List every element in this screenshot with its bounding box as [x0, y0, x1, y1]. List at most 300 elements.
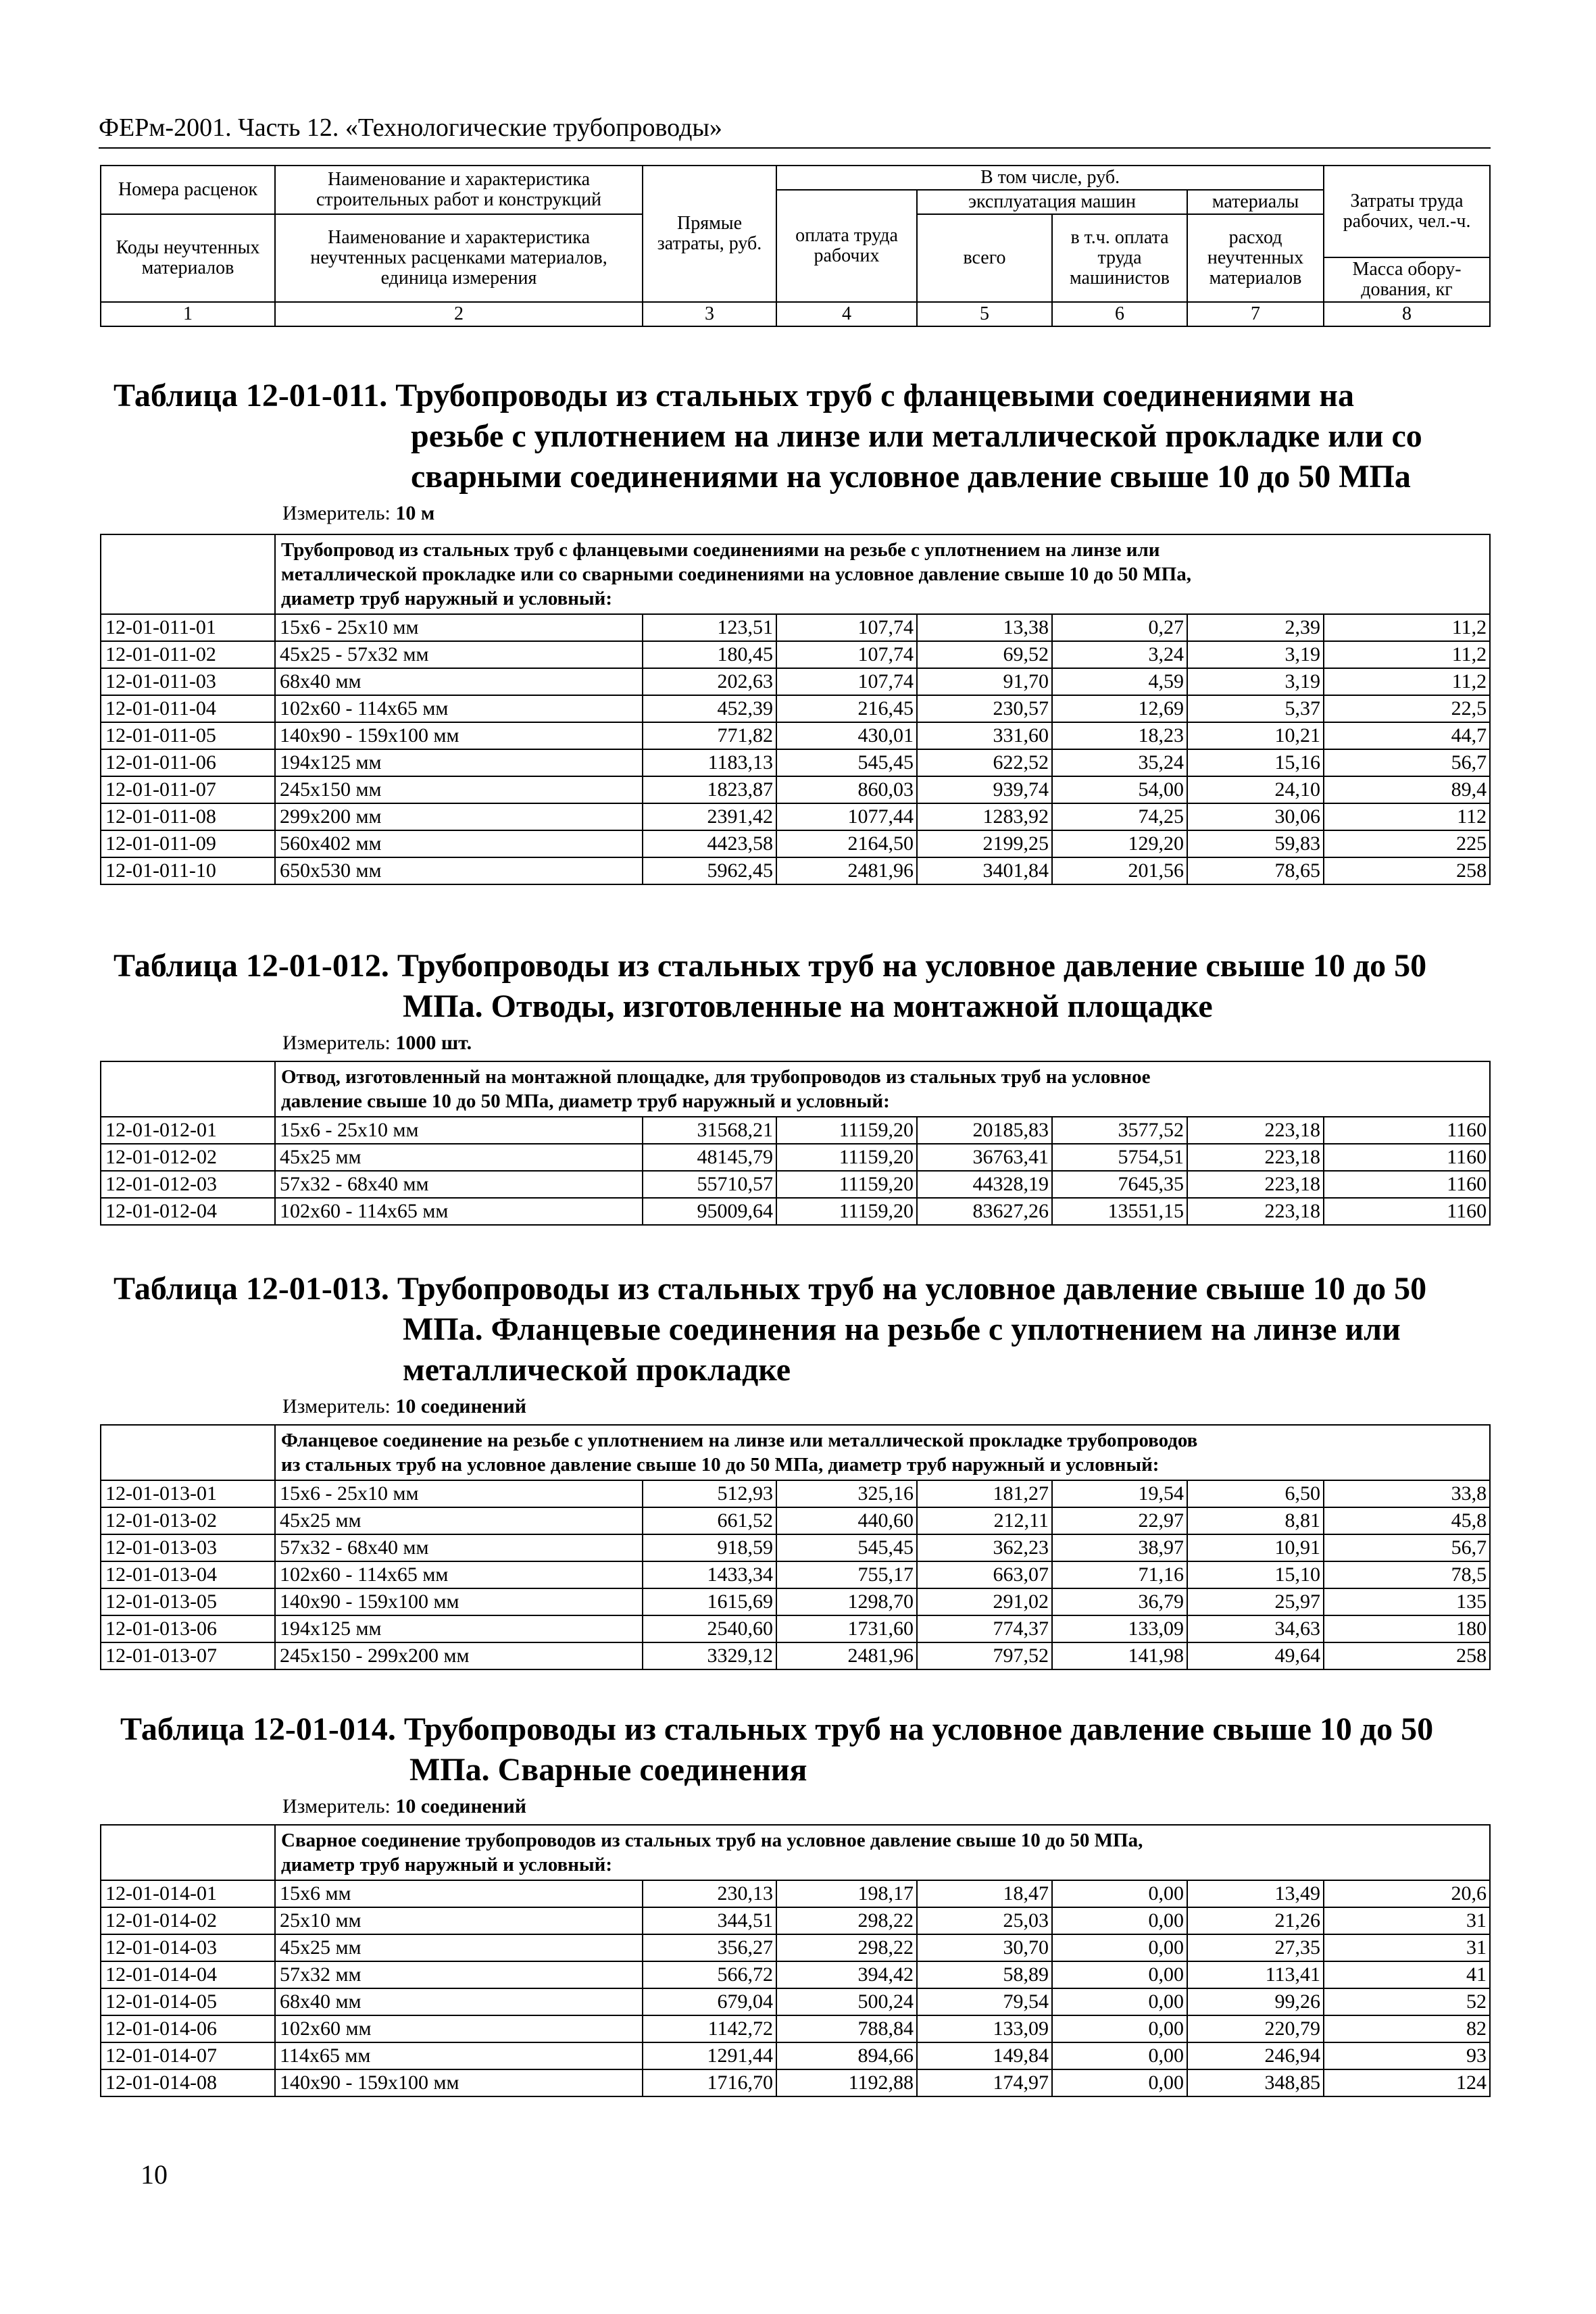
value-cell: 33,8	[1324, 1480, 1490, 1507]
table-number: Таблица 12-01-011.	[114, 378, 388, 413]
value-cell: 45,8	[1324, 1507, 1490, 1534]
value-cell: 5962,45	[643, 857, 776, 884]
table-row	[101, 1961, 1490, 1988]
value-cell: 4,59	[1052, 668, 1187, 695]
header-equipment-mass: Масса обору-дования, кг	[1324, 257, 1490, 302]
value-cell: 8,81	[1187, 1507, 1324, 1534]
rate-code: 12-01-011-07	[101, 776, 275, 803]
value-cell: 79,54	[917, 1988, 1052, 2015]
value-cell: 198,17	[776, 1880, 917, 1907]
value-cell: 180,45	[643, 641, 776, 668]
value-cell: 545,45	[776, 749, 917, 776]
value-cell: 24,10	[1187, 776, 1324, 803]
value-cell: 774,37	[917, 1615, 1052, 1642]
measure-label: Измеритель:	[282, 502, 391, 524]
pipe-size: 45х25 мм	[275, 1934, 643, 1961]
value-cell: 2481,96	[776, 1642, 917, 1669]
value-cell: 291,02	[917, 1588, 1052, 1615]
rate-code: 12-01-012-03	[101, 1171, 275, 1198]
pipe-size: 15х6 мм	[275, 1880, 643, 1907]
value-cell: 2,39	[1187, 614, 1324, 641]
pipe-size: 68х40 мм	[275, 668, 643, 695]
value-cell: 220,79	[1187, 2015, 1324, 2042]
section-description	[275, 1425, 1490, 1480]
table-row	[101, 1480, 1490, 1507]
value-cell: 1823,87	[643, 776, 776, 803]
value-cell: 48145,79	[643, 1144, 776, 1171]
value-cell: 788,84	[776, 2015, 917, 2042]
rate-code: 12-01-014-06	[101, 2015, 275, 2042]
value-cell: 679,04	[643, 1988, 776, 2015]
value-cell: 11159,20	[776, 1144, 917, 1171]
header-num: 6	[1052, 302, 1187, 326]
rate-code: 12-01-014-03	[101, 1934, 275, 1961]
value-cell: 1142,72	[643, 2015, 776, 2042]
header-machines: эксплуатация машин	[917, 190, 1187, 214]
header-materials: материалы	[1187, 190, 1324, 214]
value-cell: 3577,52	[1052, 1117, 1187, 1144]
value-cell: 3,24	[1052, 641, 1187, 668]
value-cell: 95009,64	[643, 1198, 776, 1225]
value-cell: 31568,21	[643, 1117, 776, 1144]
value-cell: 3401,84	[917, 857, 1052, 884]
value-cell: 5754,51	[1052, 1144, 1187, 1171]
header-num: 7	[1187, 302, 1324, 326]
pipe-size: 114х65 мм	[275, 2042, 643, 2069]
pipe-size: 102х60 - 114х65 мм	[275, 695, 643, 722]
pipe-size: 102х60 - 114х65 мм	[275, 1198, 643, 1225]
header-work-name: Наименование и характеристика строительных работ и конструкций	[275, 166, 643, 214]
table-row	[101, 1117, 1490, 1144]
value-cell: 41	[1324, 1961, 1490, 1988]
rate-code: 12-01-011-06	[101, 749, 275, 776]
value-cell: 124	[1324, 2069, 1490, 2096]
table-row	[101, 641, 1490, 668]
value-cell: 99,26	[1187, 1988, 1324, 2015]
value-cell: 894,66	[776, 2042, 917, 2069]
pipe-size: 57х32 - 68х40 мм	[275, 1534, 643, 1561]
table-row	[101, 857, 1490, 884]
value-cell: 180	[1324, 1615, 1490, 1642]
value-cell: 11,2	[1324, 614, 1490, 641]
rate-code: 12-01-012-02	[101, 1144, 275, 1171]
table-row	[101, 1642, 1490, 1669]
header-operator-pay: в т.ч. оплата труда машинистов	[1052, 214, 1187, 302]
desc-empty-cell	[101, 1825, 275, 1880]
table-title-line: Трубопроводы из стальных труб с фланцевыми соединениями на	[395, 378, 1354, 413]
table-title-line: МПа. Сварные соединения	[409, 1752, 807, 1788]
value-cell: 11159,20	[776, 1171, 917, 1198]
description-line: Трубопровод из стальных труб с фланцевыми соединениями на резьбе с уплотнением на линзе или	[281, 539, 1160, 561]
value-cell: 0,00	[1052, 1961, 1187, 1988]
pipe-size: 140х90 - 159х100 мм	[275, 1588, 643, 1615]
table-title-line: МПа. Отводы, изготовленные на монтажной площадке	[403, 988, 1213, 1024]
rate-code: 12-01-013-02	[101, 1507, 275, 1534]
pipe-size: 245х150 мм	[275, 776, 643, 803]
value-cell: 10,91	[1187, 1534, 1324, 1561]
pipe-size: 140х90 - 159х100 мм	[275, 722, 643, 749]
table-row	[101, 2069, 1490, 2096]
description-line: из стальных труб на условное давление свыше 10 до 50 МПа, диаметр труб наружный и условный:	[281, 1454, 1159, 1476]
value-cell: 31	[1324, 1934, 1490, 1961]
value-cell: 566,72	[643, 1961, 776, 1988]
value-cell: 223,18	[1187, 1198, 1324, 1225]
measure-label: Измеритель:	[282, 1395, 391, 1417]
pipe-size: 15х6 - 25х10 мм	[275, 614, 643, 641]
rate-code: 12-01-012-04	[101, 1198, 275, 1225]
rate-code: 12-01-014-05	[101, 1988, 275, 2015]
value-cell: 622,52	[917, 749, 1052, 776]
value-cell: 2164,50	[776, 830, 917, 857]
value-cell: 55710,57	[643, 1171, 776, 1198]
rates-table	[100, 1424, 1491, 1670]
table-title	[114, 1269, 1485, 1390]
header-labor-costs: Затраты труда рабочих, чел.-ч.	[1324, 166, 1490, 257]
pipe-size: 68х40 мм	[275, 1988, 643, 2015]
rate-code: 12-01-011-10	[101, 857, 275, 884]
value-cell: 348,85	[1187, 2069, 1324, 2096]
value-cell: 0,00	[1052, 2015, 1187, 2042]
value-cell: 860,03	[776, 776, 917, 803]
value-cell: 36763,41	[917, 1144, 1052, 1171]
value-cell: 13,49	[1187, 1880, 1324, 1907]
value-cell: 440,60	[776, 1507, 917, 1534]
value-cell: 13,38	[917, 614, 1052, 641]
value-cell: 22,5	[1324, 695, 1490, 722]
table-row	[101, 776, 1490, 803]
description-line: Сварное соединение трубопроводов из стальных труб на условное давление свыше 10 до 50 МПа,	[281, 1830, 1143, 1851]
description-line: диаметр труб наружный и условный:	[281, 588, 612, 609]
value-cell: 1160	[1324, 1144, 1490, 1171]
measure-value: 10 соединений	[395, 1395, 527, 1417]
value-cell: 78,5	[1324, 1561, 1490, 1588]
value-cell: 74,25	[1052, 803, 1187, 830]
value-cell: 56,7	[1324, 1534, 1490, 1561]
value-cell: 394,42	[776, 1961, 917, 1988]
value-cell: 15,16	[1187, 749, 1324, 776]
value-cell: 69,52	[917, 641, 1052, 668]
rate-code: 12-01-011-09	[101, 830, 275, 857]
value-cell: 1160	[1324, 1117, 1490, 1144]
measure-label: Измеритель:	[282, 1032, 391, 1054]
description-line: Отвод, изготовленный на монтажной площадке, для трубопроводов из стальных труб на условное	[281, 1066, 1151, 1088]
table-title-line: Трубопроводы из стальных труб на условное давление свыше 10 до 50	[397, 1271, 1427, 1307]
table-title	[120, 1709, 1492, 1790]
value-cell: 2199,25	[917, 830, 1052, 857]
table-row	[101, 749, 1490, 776]
pipe-size: 102х60 - 114х65 мм	[275, 1561, 643, 1588]
table-number: Таблица 12-01-014.	[120, 1711, 396, 1747]
value-cell: 1291,44	[643, 2042, 776, 2069]
table-row	[101, 1988, 1490, 2015]
table-row	[101, 803, 1490, 830]
value-cell: 21,26	[1187, 1907, 1324, 1934]
measure-unit	[282, 1394, 526, 1419]
pipe-size: 45х25 - 57х32 мм	[275, 641, 643, 668]
value-cell: 325,16	[776, 1480, 917, 1507]
value-cell: 44328,19	[917, 1171, 1052, 1198]
value-cell: 141,98	[1052, 1642, 1187, 1669]
header-material-usage: расход неучтенных материалов	[1187, 214, 1324, 302]
value-cell: 1077,44	[776, 803, 917, 830]
value-cell: 10,21	[1187, 722, 1324, 749]
pipe-size: 299х200 мм	[275, 803, 643, 830]
value-cell: 1433,34	[643, 1561, 776, 1588]
value-cell: 11,2	[1324, 641, 1490, 668]
value-cell: 430,01	[776, 722, 917, 749]
value-cell: 133,09	[917, 2015, 1052, 2042]
value-cell: 25,03	[917, 1907, 1052, 1934]
section-description	[275, 1061, 1490, 1117]
value-cell: 223,18	[1187, 1117, 1324, 1144]
value-cell: 13551,15	[1052, 1198, 1187, 1225]
rate-code: 12-01-014-04	[101, 1961, 275, 1988]
measure-label: Измеритель:	[282, 1795, 391, 1817]
value-cell: 1192,88	[776, 2069, 917, 2096]
value-cell: 181,27	[917, 1480, 1052, 1507]
value-cell: 4423,58	[643, 830, 776, 857]
value-cell: 298,22	[776, 1934, 917, 1961]
measure-unit	[282, 1794, 526, 1819]
value-cell: 52	[1324, 1988, 1490, 2015]
value-cell: 246,94	[1187, 2042, 1324, 2069]
value-cell: 452,39	[643, 695, 776, 722]
value-cell: 49,64	[1187, 1642, 1324, 1669]
value-cell: 223,18	[1187, 1171, 1324, 1198]
value-cell: 0,00	[1052, 1880, 1187, 1907]
value-cell: 34,63	[1187, 1615, 1324, 1642]
table-row	[101, 2015, 1490, 2042]
value-cell: 129,20	[1052, 830, 1187, 857]
rate-code: 12-01-013-03	[101, 1534, 275, 1561]
value-cell: 331,60	[917, 722, 1052, 749]
value-cell: 0,00	[1052, 2069, 1187, 2096]
table-title-line: сварными соединениями на условное давление свыше 10 до 50 МПа	[411, 459, 1411, 495]
value-cell: 91,70	[917, 668, 1052, 695]
value-cell: 258	[1324, 857, 1490, 884]
value-cell: 500,24	[776, 1988, 917, 2015]
value-cell: 20,6	[1324, 1880, 1490, 1907]
value-cell: 112	[1324, 803, 1490, 830]
table-row	[101, 1198, 1490, 1225]
table-title-line: Трубопроводы из стальных труб на условное давление свыше 10 до 50	[397, 948, 1427, 984]
value-cell: 31	[1324, 1907, 1490, 1934]
value-cell: 0,27	[1052, 614, 1187, 641]
desc-empty-cell	[101, 1425, 275, 1480]
value-cell: 2540,60	[643, 1615, 776, 1642]
value-cell: 0,00	[1052, 1934, 1187, 1961]
value-cell: 258	[1324, 1642, 1490, 1669]
header-rate-numbers: Номера расценок	[101, 166, 275, 214]
header-worker-pay: оплата труда рабочих	[776, 190, 917, 302]
value-cell: 2481,96	[776, 857, 917, 884]
value-cell: 22,97	[1052, 1507, 1187, 1534]
table-row	[101, 1615, 1490, 1642]
value-cell: 298,22	[776, 1907, 917, 1934]
rate-code: 12-01-011-04	[101, 695, 275, 722]
table-number: Таблица 12-01-013.	[114, 1271, 389, 1307]
pipe-size: 25х10 мм	[275, 1907, 643, 1934]
table-row	[101, 695, 1490, 722]
section-description	[275, 1825, 1490, 1880]
value-cell: 362,23	[917, 1534, 1052, 1561]
value-cell: 89,4	[1324, 776, 1490, 803]
table-title	[114, 376, 1485, 497]
rate-code: 12-01-011-01	[101, 614, 275, 641]
description-line: давление свыше 10 до 50 МПа, диаметр труб наружный и условный:	[281, 1090, 890, 1112]
pipe-size: 57х32 мм	[275, 1961, 643, 1988]
description-line: Фланцевое соединение на резьбе с уплотнением на линзе или металлической прокладке трубопроводов	[281, 1430, 1198, 1451]
header-group-including: В том числе, руб.	[776, 166, 1324, 190]
value-cell: 6,50	[1187, 1480, 1324, 1507]
value-cell: 107,74	[776, 614, 917, 641]
value-cell: 216,45	[776, 695, 917, 722]
value-cell: 661,52	[643, 1507, 776, 1534]
value-cell: 82	[1324, 2015, 1490, 2042]
rate-code: 12-01-011-05	[101, 722, 275, 749]
measure-unit	[282, 1031, 472, 1055]
value-cell: 545,45	[776, 1534, 917, 1561]
rate-code: 12-01-011-08	[101, 803, 275, 830]
value-cell: 15,10	[1187, 1561, 1324, 1588]
table-row	[101, 614, 1490, 641]
table-row	[101, 1880, 1490, 1907]
header-num: 5	[917, 302, 1052, 326]
value-cell: 11159,20	[776, 1198, 917, 1225]
column-header-table	[100, 165, 1491, 327]
value-cell: 27,35	[1187, 1934, 1324, 1961]
value-cell: 1160	[1324, 1198, 1490, 1225]
header-num: 8	[1324, 302, 1490, 326]
value-cell: 771,82	[643, 722, 776, 749]
pipe-size: 15х6 - 25х10 мм	[275, 1480, 643, 1507]
value-cell: 1283,92	[917, 803, 1052, 830]
value-cell: 135	[1324, 1588, 1490, 1615]
table-row	[101, 2042, 1490, 2069]
pipe-size: 245х150 - 299х200 мм	[275, 1642, 643, 1669]
rates-table	[100, 534, 1491, 885]
rates-table	[100, 1061, 1491, 1226]
pipe-size: 650х530 мм	[275, 857, 643, 884]
header-num: 1	[101, 302, 275, 326]
pipe-size: 194х125 мм	[275, 1615, 643, 1642]
value-cell: 1716,70	[643, 2069, 776, 2096]
header-machines-total: всего	[917, 214, 1052, 302]
table-row	[101, 1934, 1490, 1961]
table-row	[101, 1534, 1490, 1561]
value-cell: 918,59	[643, 1534, 776, 1561]
rate-code: 12-01-011-03	[101, 668, 275, 695]
rate-code: 12-01-014-07	[101, 2042, 275, 2069]
rate-code: 12-01-014-02	[101, 1907, 275, 1934]
value-cell: 93	[1324, 2042, 1490, 2069]
header-material-codes: Коды неучтенных материалов	[101, 214, 275, 302]
running-head: ФЕРм-2001. Часть 12. «Технологические трубопроводы»	[99, 112, 1491, 149]
header-num: 2	[275, 302, 643, 326]
value-cell: 3329,12	[643, 1642, 776, 1669]
value-cell: 7645,35	[1052, 1171, 1187, 1198]
value-cell: 225	[1324, 830, 1490, 857]
table-number: Таблица 12-01-012.	[114, 948, 389, 984]
value-cell: 54,00	[1052, 776, 1187, 803]
rate-code: 12-01-013-04	[101, 1561, 275, 1588]
value-cell: 0,00	[1052, 1988, 1187, 2015]
value-cell: 12,69	[1052, 695, 1187, 722]
pipe-size: 45х25 мм	[275, 1507, 643, 1534]
table-row	[101, 1907, 1490, 1934]
value-cell: 202,63	[643, 668, 776, 695]
value-cell: 201,56	[1052, 857, 1187, 884]
value-cell: 3,19	[1187, 668, 1324, 695]
pipe-size: 194х125 мм	[275, 749, 643, 776]
value-cell: 78,65	[1187, 857, 1324, 884]
pipe-size: 140х90 - 159х100 мм	[275, 2069, 643, 2096]
value-cell: 755,17	[776, 1561, 917, 1588]
table-row	[101, 1588, 1490, 1615]
header-num: 4	[776, 302, 917, 326]
pipe-size: 560х402 мм	[275, 830, 643, 857]
value-cell: 30,70	[917, 1934, 1052, 1961]
rate-code: 12-01-013-07	[101, 1642, 275, 1669]
value-cell: 149,84	[917, 2042, 1052, 2069]
value-cell: 59,83	[1187, 830, 1324, 857]
value-cell: 1298,70	[776, 1588, 917, 1615]
rate-code: 12-01-013-05	[101, 1588, 275, 1615]
measure-value: 1000 шт.	[395, 1032, 472, 1054]
table-title-line: Трубопроводы из стальных труб на условное давление свыше 10 до 50	[403, 1711, 1434, 1747]
table-row	[101, 722, 1490, 749]
pipe-size: 15х6 - 25х10 мм	[275, 1117, 643, 1144]
value-cell: 1731,60	[776, 1615, 917, 1642]
value-cell: 212,11	[917, 1507, 1052, 1534]
rate-code: 12-01-011-02	[101, 641, 275, 668]
value-cell: 5,37	[1187, 695, 1324, 722]
value-cell: 18,23	[1052, 722, 1187, 749]
value-cell: 36,79	[1052, 1588, 1187, 1615]
value-cell: 223,18	[1187, 1144, 1324, 1171]
rate-code: 12-01-014-01	[101, 1880, 275, 1907]
value-cell: 30,06	[1187, 803, 1324, 830]
value-cell: 512,93	[643, 1480, 776, 1507]
pipe-size: 102х60 мм	[275, 2015, 643, 2042]
value-cell: 797,52	[917, 1642, 1052, 1669]
desc-empty-cell	[101, 534, 275, 614]
desc-empty-cell	[101, 1061, 275, 1117]
value-cell: 19,54	[1052, 1480, 1187, 1507]
table-title-line: резьбе с уплотнением на линзе или металлической прокладке или со	[411, 418, 1422, 454]
value-cell: 1183,13	[643, 749, 776, 776]
header-num: 3	[643, 302, 776, 326]
value-cell: 0,00	[1052, 2042, 1187, 2069]
measure-value: 10 м	[395, 502, 435, 524]
page-number: 10	[141, 2159, 168, 2190]
value-cell: 83627,26	[917, 1198, 1052, 1225]
value-cell: 174,97	[917, 2069, 1052, 2096]
rate-code: 12-01-013-06	[101, 1615, 275, 1642]
value-cell: 939,74	[917, 776, 1052, 803]
value-cell: 663,07	[917, 1561, 1052, 1588]
table-title-line: металлической прокладке	[403, 1352, 791, 1388]
table-row	[101, 1507, 1490, 1534]
value-cell: 356,27	[643, 1934, 776, 1961]
value-cell: 11,2	[1324, 668, 1490, 695]
measure-value: 10 соединений	[395, 1795, 527, 1817]
value-cell: 113,41	[1187, 1961, 1324, 1988]
value-cell: 71,16	[1052, 1561, 1187, 1588]
value-cell: 123,51	[643, 614, 776, 641]
value-cell: 25,97	[1187, 1588, 1324, 1615]
rate-code: 12-01-014-08	[101, 2069, 275, 2096]
